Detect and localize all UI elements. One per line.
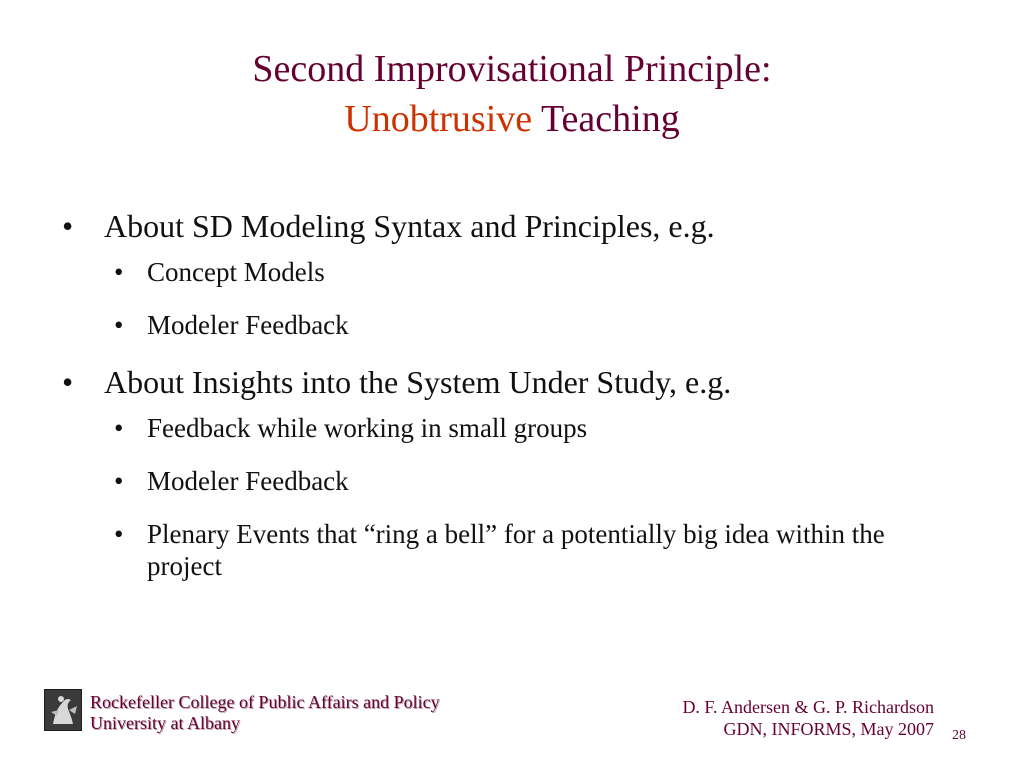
title-rest-word: Teaching xyxy=(540,98,680,140)
bullet-text: About Insights into the System Under Study, e.g. xyxy=(104,364,732,400)
sub-bullet-text: Modeler Feedback xyxy=(147,310,349,340)
bullet-dot-icon: • xyxy=(114,519,124,549)
seal-figure-icon xyxy=(45,690,81,730)
institution-credit xyxy=(90,692,440,734)
bullet-dot-icon: • xyxy=(114,466,124,496)
author-credit xyxy=(682,696,934,740)
sub-bullet-item xyxy=(114,309,962,341)
slide-title xyxy=(0,44,1024,144)
sub-bullet-item xyxy=(114,465,962,497)
bullet-dot-icon: • xyxy=(114,413,124,443)
bullet-item xyxy=(62,206,962,246)
bullet-list xyxy=(62,206,962,603)
bullet-dot-icon: • xyxy=(62,364,74,400)
institution-name: Rockefeller College of Public Affairs and Policy xyxy=(90,692,440,712)
title-line-1: Second Improvisational Principle: xyxy=(252,48,772,90)
venue-date: GDN, INFORMS, May 2007 xyxy=(723,719,934,739)
bullet-dot-icon: • xyxy=(62,208,74,244)
university-seal-logo xyxy=(44,689,82,731)
bullet-text: About SD Modeling Syntax and Principles, e.g. xyxy=(104,208,715,244)
sub-bullet-text: Modeler Feedback xyxy=(147,466,349,496)
university-name: University at Albany xyxy=(90,713,240,733)
page-number: 28 xyxy=(952,728,966,743)
sub-bullet-text: Feedback while working in small groups xyxy=(147,413,588,443)
sub-bullet-item xyxy=(114,518,947,582)
author-names: D. F. Andersen & G. P. Richardson xyxy=(682,697,934,717)
sub-bullet-text: Plenary Events that “ring a bell” for a potentially big idea within the project xyxy=(147,519,885,581)
bullet-dot-icon: • xyxy=(114,310,124,340)
bullet-dot-icon: • xyxy=(114,257,124,287)
sub-bullet-item xyxy=(114,412,962,444)
sub-bullet-item xyxy=(114,256,962,288)
bullet-item xyxy=(62,362,962,402)
sub-bullet-text: Concept Models xyxy=(147,257,325,287)
title-line-2 xyxy=(0,94,1024,144)
title-accent-word: Unobtrusive xyxy=(344,98,533,140)
